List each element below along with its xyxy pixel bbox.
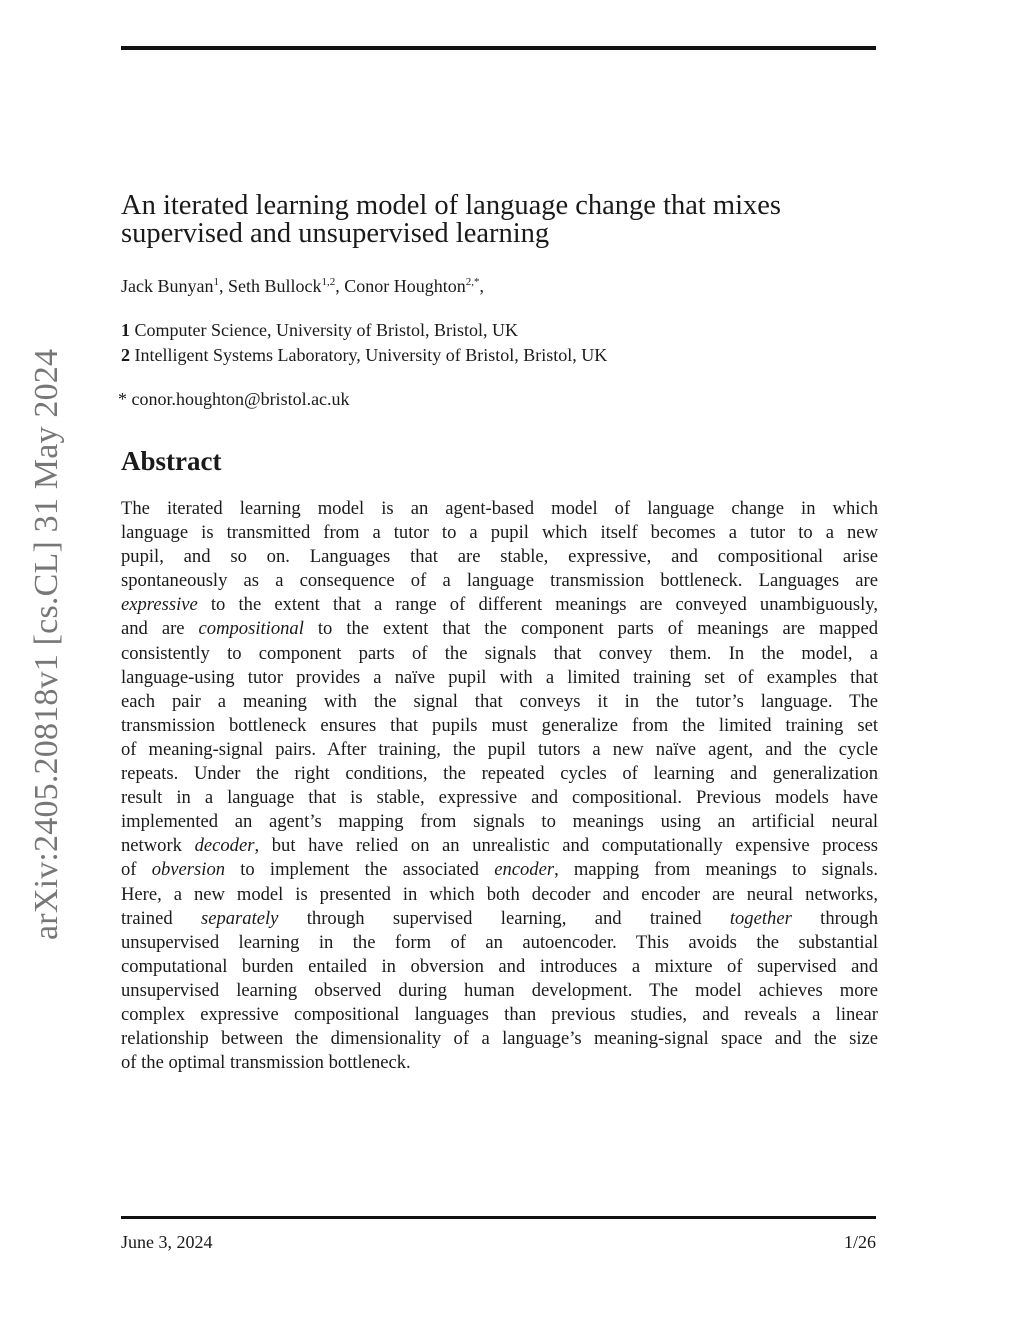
abstract-text: of meaning-signal pairs. After training, the pupil tutors a new naïve agent, and the cycle	[121, 738, 878, 760]
abstract-line	[121, 883, 878, 907]
abstract-text: complex expressive compositional languages than previous studies, and reveals a linear	[121, 1003, 878, 1025]
abstract-line	[121, 714, 878, 738]
abstract-text: to implement the associated	[225, 859, 495, 881]
abstract-line	[121, 642, 878, 666]
affiliation-text: Computer Science, University of Bristol, Bristol, UK	[134, 320, 518, 340]
abstract-text: implemented an agent’s mapping from signals to meanings using an artificial neural	[121, 811, 878, 833]
paper-title-line-1: An iterated learning model of language change that mixes	[121, 190, 782, 221]
abstract-line	[121, 810, 878, 834]
affiliation-item	[121, 318, 881, 343]
abstract-text: of	[121, 859, 152, 881]
abstract-line	[121, 521, 878, 545]
affiliation-number: 2	[121, 345, 130, 365]
abstract-emphasis: compositional	[198, 618, 304, 640]
abstract-text: through supervised learning, and trained	[278, 907, 730, 929]
correspondence-email: conor.houghton@bristol.ac.uk	[131, 389, 350, 409]
abstract-heading: Abstract	[121, 446, 222, 476]
abstract-text: through	[791, 907, 878, 929]
abstract-text: to the extent that a range of different meanings are conveyed unambiguously,	[197, 594, 878, 616]
paper-title	[121, 192, 881, 248]
correspondence-line	[118, 387, 350, 411]
abstract-line	[121, 834, 878, 858]
abstract-text: trained	[121, 907, 201, 929]
abstract-text: unsupervised learning observed during human development. The model achieves more	[121, 979, 878, 1001]
abstract-text: consistently to component parts of the signals that convey them. In the model, a	[121, 642, 878, 664]
abstract-line	[121, 1027, 878, 1051]
abstract-line	[121, 955, 878, 979]
author-affil-sup: 1,2	[321, 276, 336, 288]
abstract-text: network	[121, 835, 195, 857]
abstract-line	[121, 931, 878, 955]
abstract-text: each pair a meaning with the signal that conveys it in the tutor’s language. The	[121, 690, 878, 712]
abstract-line	[121, 617, 878, 641]
abstract-line	[121, 786, 878, 810]
footer-rule	[121, 1216, 876, 1219]
author-affil-sup: 1	[213, 276, 219, 288]
abstract-line	[121, 497, 878, 521]
correspondence-marker: *	[118, 389, 127, 409]
abstract-emphasis: expressive	[121, 594, 198, 616]
header-rule	[121, 46, 876, 50]
abstract-text: Here, a new model is presented in which both decoder and encoder are neural networks,	[121, 883, 878, 905]
arxiv-sidebar-stamp: arXiv:2405.20818v1 [cs.CL] 31 May 2024	[28, 348, 65, 940]
abstract-line	[121, 690, 878, 714]
abstract-text: to the extent that the component parts of meanings are mapped	[303, 618, 878, 640]
abstract-body	[121, 497, 878, 1075]
abstract-emphasis: separately	[200, 907, 279, 929]
affiliation-list	[121, 318, 881, 368]
affiliation-item	[121, 343, 881, 368]
abstract-text: computational burden entailed in obversion and introduces a mixture of supervised and	[121, 955, 878, 977]
abstract-text: relationship between the dimensionality of a language’s meaning-signal space and the size	[121, 1028, 878, 1050]
abstract-line	[121, 858, 878, 882]
abstract-line	[121, 666, 878, 690]
abstract-text: spontaneously as a consequence of a language transmission bottleneck. Languages are	[121, 570, 878, 592]
abstract-text: repeats. Under the right conditions, the repeated cycles of learning and generalization	[121, 763, 878, 785]
abstract-line	[121, 545, 878, 569]
abstract-text: The iterated learning model is an agent-based model of language change in which	[121, 498, 878, 519]
abstract-text: transmission bottleneck ensures that pupils must generalize from the limited training set	[121, 714, 878, 736]
abstract-line	[121, 762, 878, 786]
abstract-line	[121, 738, 878, 762]
author-name: Jack Bunyan	[121, 276, 214, 296]
abstract-line	[121, 979, 878, 1003]
author-name: Seth Bullock	[227, 276, 322, 296]
abstract-text: language-using tutor provides a naïve pupil with a limited training set of examples that	[121, 666, 878, 688]
abstract-line	[121, 1051, 878, 1075]
author-list: Jack Bunyan$^1$, Seth Bullock$^{1,2}$, Conor Houghton$^{2,*}$,	[121, 276, 484, 296]
abstract-emphasis: decoder	[194, 835, 255, 857]
affiliation-number: 1	[121, 320, 130, 340]
abstract-line	[121, 1003, 878, 1027]
abstract-text: language is transmitted from a tutor to a pupil which itself becomes a tutor to a new	[121, 522, 878, 544]
author-affil-sup: 2,*	[465, 276, 480, 288]
abstract-line	[121, 907, 878, 931]
author-name: Conor Houghton	[344, 276, 466, 296]
paper-title-line-2: supervised and unsupervised learning	[121, 218, 550, 249]
abstract-text: and are	[121, 618, 199, 640]
abstract-emphasis: obversion	[151, 859, 226, 881]
abstract-text: unsupervised learning in the form of an autoencoder. This avoids the substantial	[121, 931, 878, 953]
abstract-line	[121, 593, 878, 617]
footer-date: June 3, 2024	[121, 1232, 213, 1252]
abstract-text: result in a language that is stable, expressive and compositional. Previous models have	[121, 787, 878, 809]
abstract-text: , but have relied on an unrealistic and computationally expensive process	[254, 835, 878, 857]
abstract-line	[121, 569, 878, 593]
abstract-text: of the optimal transmission bottleneck.	[121, 1052, 411, 1074]
affiliation-text: Intelligent Systems Laboratory, University of Bristol, Bristol, UK	[134, 345, 608, 365]
abstract-text: , mapping from meanings to signals.	[554, 859, 878, 881]
abstract-emphasis: together	[729, 907, 792, 929]
abstract-emphasis: encoder	[494, 859, 555, 881]
page-number: 1/26	[843, 1232, 876, 1252]
abstract-text: pupil, and so on. Languages that are stable, expressive, and compositional arise	[121, 546, 878, 568]
